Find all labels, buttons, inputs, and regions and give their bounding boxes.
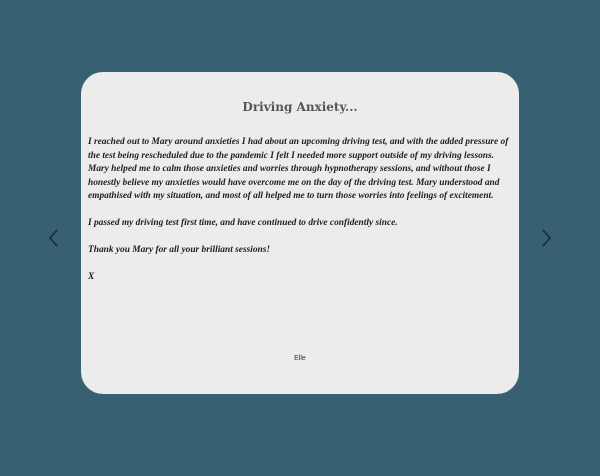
testimonial-title: Driving Anxiety... — [242, 100, 358, 114]
previous-slide-button[interactable] — [45, 227, 63, 249]
chevron-right-icon — [537, 227, 555, 249]
testimonial-card — [81, 72, 519, 394]
testimonial-paragraph-3: I passed my driving test first time, and have continued to drive confidently since. — [88, 218, 398, 229]
chevron-left-icon — [45, 227, 63, 249]
testimonial-sign-off: X — [88, 272, 95, 283]
testimonial-body — [88, 136, 513, 298]
testimonial-paragraph-4: Thank you Mary for all your brilliant sessions! — [88, 245, 271, 256]
testimonial-author: Elle — [294, 355, 306, 362]
testimonial-paragraph-1: I reached out to Mary around anxieties I had about an upcoming driving test, and with the added pressure of the test being rescheduled due to the pandemic I felt I needed more support outside of my driving lessons. — [88, 137, 509, 161]
next-slide-button[interactable] — [537, 227, 555, 249]
testimonial-paragraph-2: Mary helped me to calm those anxieties and worries through hypnotherapy sessions, and without those I honestly believe my anxieties would have overcome me on the day of the driving test. Mary understood and empathised with my situation, and most of all helped me to turn those worries into feelings of excitement. — [88, 164, 500, 202]
